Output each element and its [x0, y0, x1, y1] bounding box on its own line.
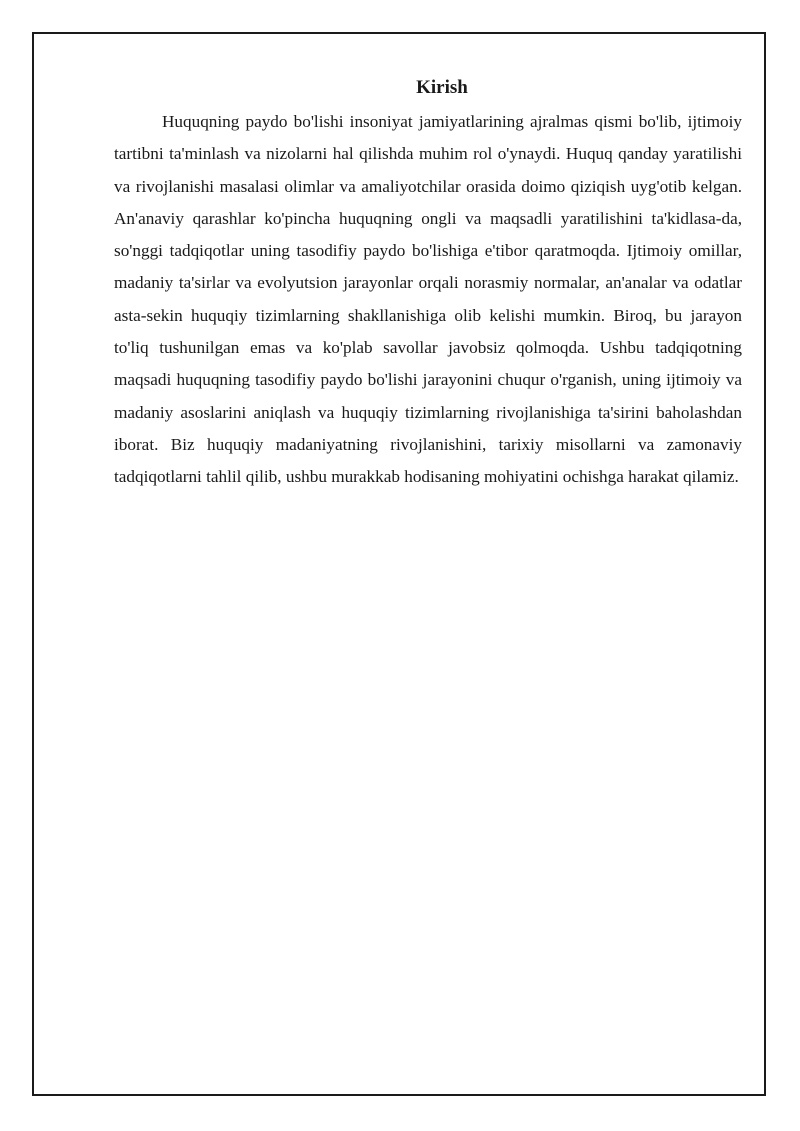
intro-paragraph: Huquqning paydo bo'lishi insoniyat jamiyatlarining ajralmas qismi bo'lib, ijtimoiy tartibni ta'minlash va nizolarni hal qilishda muhim rol o'ynaydi. Huquq qanday yaratilishi va rivojlanishi masalasi olimlar va amaliyotchilar orasida doimo qiziqish uyg'otib kelgan. An'anaviy qarashlar ko'pincha huquqning ongli va maqsadli yaratilishini ta'kidlasa-da, so'nggi tadqiqotlar uning tasodifiy paydo bo'lishiga e'tibor qaratmoqda. Ijtimoiy omillar, madaniy ta'sirlar va evolyutsion jarayonlar orqali norasmiy normalar, an'analar va odatlar asta-sekin huquqiy tizimlarning shakllanishiga olib kelishi mumkin. Biroq, bu jarayon to'liq tushunilgan emas va ko'plab savollar javobsiz qolmoqda. Ushbu tadqiqotning maqsadi huquqning tasodifiy paydo bo'lishi jarayonini chuqur o'rganish, uning ijtimoiy va madaniy asoslarini aniqlash va huquqiy tizimlarning rivojlanishiga ta'sirini baholashdan iborat. Biz huquqiy madaniyatning rivojlanishini, tarixiy misollarni va zamonaviy tadqiqotlarni tahlil qilib, ushbu murakkab hodisaning mohiyatini ochishga harakat qilamiz.: [114, 112, 742, 487]
document-body: [114, 76, 742, 494]
section-title: Kirish: [416, 77, 468, 98]
